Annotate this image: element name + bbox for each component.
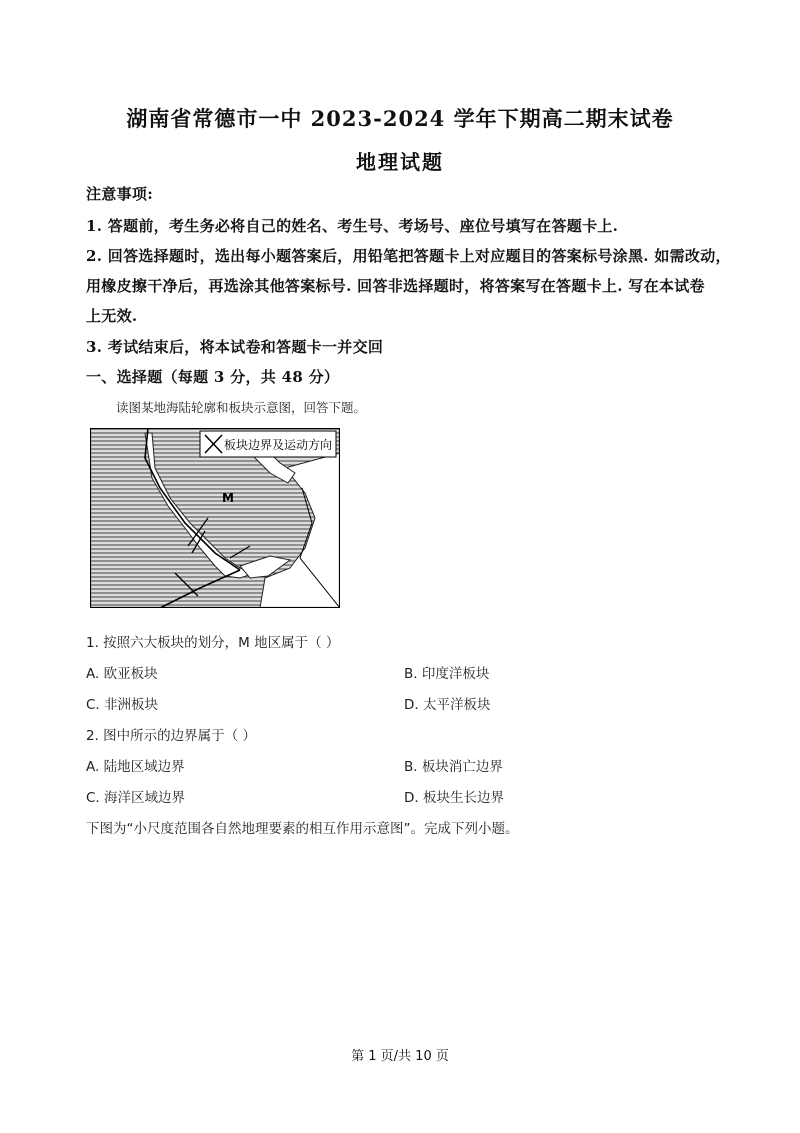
page-title: 湖南省常德市一中 2023-2024 学年下期高二期末试卷 <box>126 106 674 131</box>
note-line-4: 上无效. <box>86 307 138 325</box>
legend-text: 板块边界及运动方向 <box>224 438 333 452</box>
note-line-5: 3. 考试结束后，将本试卷和答题卡一并交回 <box>86 338 384 356</box>
section-heading: 一、选择题（每题 3 分，共 48 分） <box>86 368 340 386</box>
region-label-m: M <box>222 491 234 505</box>
question-2-option-a[interactable]: A. 陆地区域边界 <box>86 759 185 775</box>
note-line-2: 2. 回答选择题时，选出每小题答案后，用铅笔把答题卡上对应题目的答案标号涂黑. 如需改动， <box>86 247 731 265</box>
plate-map-figure <box>90 428 340 608</box>
page-subtitle: 地理试题 <box>356 150 444 174</box>
question-1-option-b[interactable]: B. 印度洋板块 <box>404 666 490 682</box>
question-1-option-c[interactable]: C. 非洲板块 <box>86 697 159 713</box>
notes-heading: 注意事项: <box>86 185 154 203</box>
question-2-stem: 2. 图中所示的边界属于（ ） <box>86 728 256 744</box>
page-number: 第 1 页/共 10 页 <box>351 1049 449 1064</box>
figure-caption: 读图某地海陆轮廓和板块示意图，回答下题。 <box>116 400 367 415</box>
question-2-option-c[interactable]: C. 海洋区域边界 <box>86 790 186 806</box>
question-2-option-d[interactable]: D. 板块生长边界 <box>404 790 504 806</box>
question-1-stem: 1. 按照六大板块的划分，M 地区属于（ ） <box>86 635 340 651</box>
question-2-option-b[interactable]: B. 板块消亡边界 <box>404 759 503 775</box>
note-line-3: 用橡皮擦干净后，再选涂其他答案标号. 回答非选择题时，将答案写在答题卡上. 写在本试卷 <box>86 277 705 295</box>
question-1-option-a[interactable]: A. 欧亚板块 <box>86 666 158 682</box>
question-1-option-d[interactable]: D. 太平洋板块 <box>404 697 491 713</box>
next-intro-text: 下图为“小尺度范围各自然地理要素的相互作用示意图”。完成下列小题。 <box>86 821 519 837</box>
note-line-1: 1. 答题前，考生务必将自己的姓名、考生号、考场号、座位号填写在答题卡上. <box>86 217 619 235</box>
